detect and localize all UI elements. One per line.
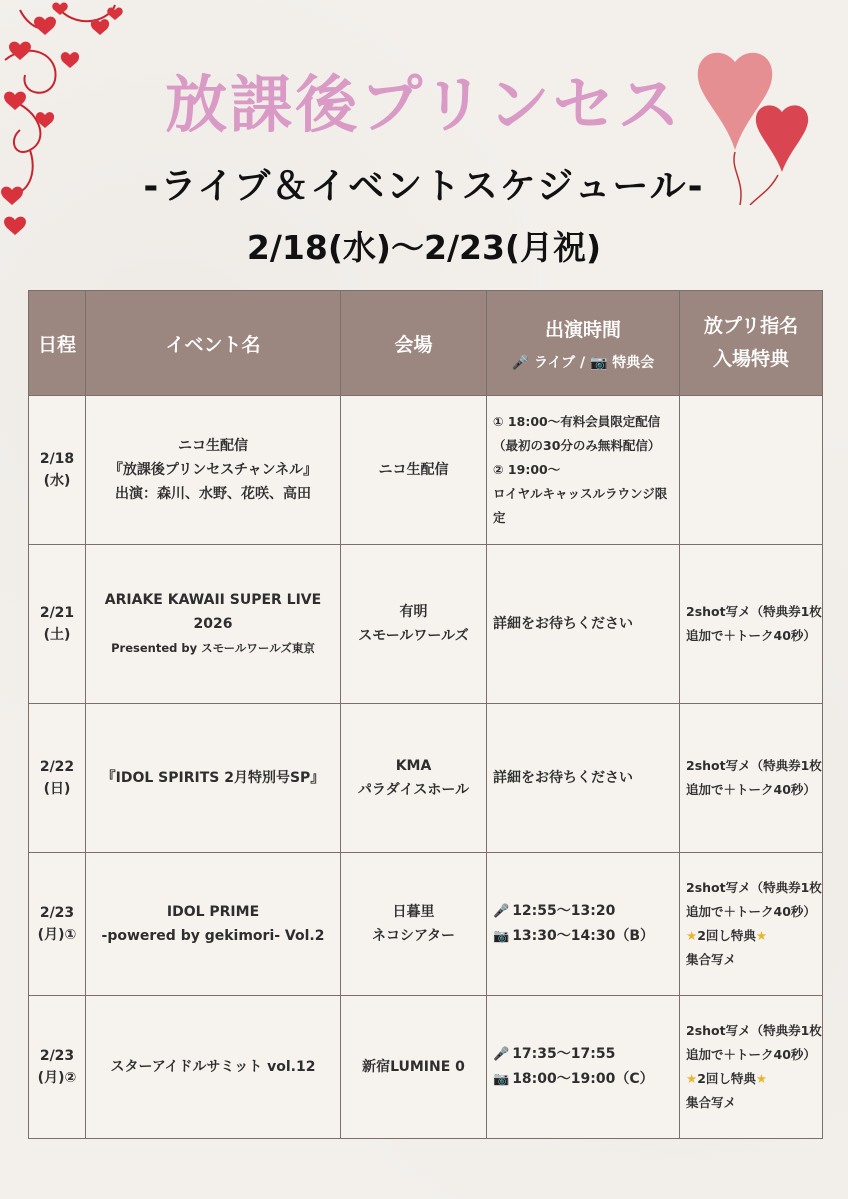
benefit-cell xyxy=(680,396,823,545)
time-cell: 詳細をお待ちください xyxy=(487,704,680,853)
event-cell: スターアイドルサミット vol.12 xyxy=(86,996,341,1139)
column-header-event: イベント名 xyxy=(86,291,341,396)
time-cell: ① 18:00～有料会員限定配信 （最初の30分のみ無料配信） ② 19:00～ ロイヤルキャッスルラウンジ限定 xyxy=(487,396,680,545)
column-header-time: 出演時間 🎤 ライブ / 📷 特典会 xyxy=(487,291,680,396)
event-cell: ニコ生配信 『放課後プリンセスチャンネル』 出演：森川、水野、花咲、高田 xyxy=(86,396,341,545)
event-cell: 『IDOL SPIRITS 2月特別号SP』 xyxy=(86,704,341,853)
table-row xyxy=(29,704,823,853)
benefit-cell: 2shot写メ（特典券1枚 追加で＋トーク40秒） xyxy=(680,704,823,853)
table-row xyxy=(29,996,823,1139)
date-range: 2/18(水)～2/23(月祝) xyxy=(246,228,602,267)
star-icon: ★ xyxy=(755,928,768,943)
time-cell: 詳細をお待ちください xyxy=(487,545,680,704)
event-cell: ARIAKE KAWAII SUPER LIVE 2026 Presented by スモールワールズ東京 xyxy=(86,545,341,704)
mic-icon: 🎤 xyxy=(493,1047,510,1062)
page-title: 放課後プリンセス xyxy=(165,68,683,141)
venue-cell: 有明 スモールワールズ xyxy=(341,545,487,704)
camera-icon: 📷 xyxy=(493,929,510,944)
camera-icon: 📷 xyxy=(493,1072,510,1087)
date-cell: 2/23 (月)② xyxy=(29,996,86,1139)
table-row xyxy=(29,853,823,996)
time-cell: 🎤 12:55～13:20 📷 13:30～14:30（B） xyxy=(487,853,680,996)
date-cell: 2/23 (月)① xyxy=(29,853,86,996)
page-subtitle: -ライブ＆イベントスケジュール- xyxy=(143,166,705,207)
table-header-row xyxy=(29,291,823,396)
mic-icon: 🎤 xyxy=(493,904,510,919)
table-row xyxy=(29,396,823,545)
benefit-cell: 2shot写メ（特典券1枚 追加で＋トーク40秒） ★2回し特典★ 集合写メ xyxy=(680,853,823,996)
schedule-table xyxy=(28,290,823,1139)
column-header-benefit: 放プリ指名 入場特典 xyxy=(680,291,823,396)
column-header-venue: 会場 xyxy=(341,291,487,396)
column-header-date: 日程 xyxy=(29,291,86,396)
benefit-cell: 2shot写メ（特典券1枚 追加で＋トーク40秒） xyxy=(680,545,823,704)
time-cell: 🎤 17:35～17:55 📷 18:00～19:00（C） xyxy=(487,996,680,1139)
venue-cell: ニコ生配信 xyxy=(341,396,487,545)
benefit-cell: 2shot写メ（特典券1枚 追加で＋トーク40秒） ★2回し特典★ 集合写メ xyxy=(680,996,823,1139)
event-cell: IDOL PRIME -powered by gekimori- Vol.2 xyxy=(86,853,341,996)
star-icon: ★ xyxy=(686,928,698,943)
time-legend: 🎤 ライブ / 📷 特典会 xyxy=(511,354,655,371)
venue-cell: KMA パラダイスホール xyxy=(341,704,487,853)
venue-cell: 日暮里 ネコシアター xyxy=(341,853,487,996)
date-cell: 2/21 (土) xyxy=(29,545,86,704)
table-row xyxy=(29,545,823,704)
date-cell: 2/22 (日) xyxy=(29,704,86,853)
date-cell: 2/18 (水) xyxy=(29,396,86,545)
star-icon: ★ xyxy=(755,1071,768,1086)
star-icon: ★ xyxy=(686,1071,698,1086)
venue-cell: 新宿LUMINE 0 xyxy=(341,996,487,1139)
